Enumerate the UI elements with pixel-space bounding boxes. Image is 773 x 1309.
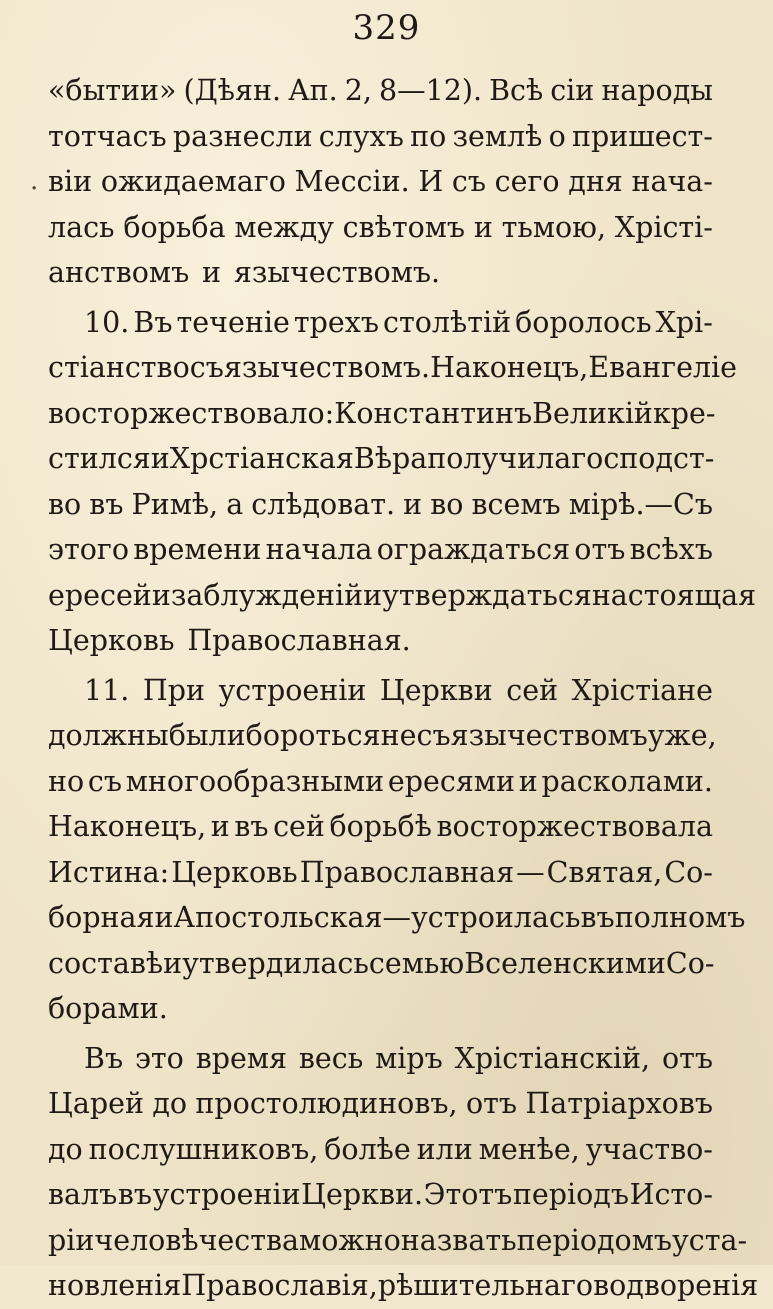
word: мірѣ.—Съ (568, 487, 713, 521)
word: получила (427, 442, 572, 475)
word: віи (48, 165, 93, 198)
word: Патріарховъ (525, 1087, 713, 1120)
text-line (48, 114, 713, 160)
word: по (410, 119, 447, 153)
word: Ап. (288, 74, 338, 107)
word: отъ (465, 1087, 517, 1120)
word: и (151, 578, 171, 612)
word: стіанство (48, 351, 190, 384)
word: во (48, 487, 82, 521)
text-line (48, 1172, 713, 1218)
word: Православія, (181, 1269, 378, 1302)
word: устроеніи (218, 673, 367, 707)
text-line (48, 941, 713, 987)
word: составѣ (48, 946, 164, 980)
word: борами. (48, 992, 168, 1025)
word: Въ (133, 305, 173, 339)
text-line (48, 986, 713, 1032)
word: періодомъ (516, 1223, 672, 1257)
word: Церковь (171, 855, 298, 889)
text-line (48, 436, 713, 482)
word: бороться (245, 719, 381, 752)
word: господст- (571, 442, 715, 475)
word: сей (506, 673, 559, 707)
word: и (150, 442, 170, 475)
word: новленія (48, 1269, 182, 1302)
text-line (48, 300, 713, 346)
word: стился (48, 442, 151, 475)
word: и (363, 578, 383, 612)
word: устроеніи (152, 1178, 301, 1211)
word: землѣ (452, 119, 543, 153)
word: борьба (123, 210, 226, 244)
word: утвердилась (182, 946, 369, 980)
word: весь (298, 1041, 364, 1075)
word: разнесли (172, 119, 313, 153)
text-line (48, 1081, 713, 1127)
word: язычествомъ. (223, 351, 431, 384)
word: Церкви. (301, 1178, 424, 1211)
word: уже, (647, 719, 717, 752)
word: времени (133, 533, 262, 566)
word: это (134, 1041, 184, 1075)
word: Православная. (187, 624, 411, 657)
word: Хрістіанскій, (454, 1041, 651, 1075)
word: въ (234, 810, 269, 843)
word: и (403, 487, 423, 521)
word: нача- (631, 165, 713, 198)
text-line (48, 250, 713, 296)
text-line (48, 1218, 748, 1264)
word: можно (299, 1223, 401, 1257)
word: въ (89, 487, 124, 521)
word: рѣшительнаго (377, 1269, 594, 1302)
word: борная (48, 901, 155, 934)
word: и (210, 810, 230, 843)
word: въ (580, 901, 615, 934)
word: Истина: (48, 855, 170, 889)
word: Со- (664, 855, 713, 889)
text-line (48, 205, 713, 251)
word: Исто- (629, 1178, 713, 1211)
word: этого (48, 533, 129, 566)
word: отъ (574, 533, 626, 566)
word: во (430, 487, 464, 521)
text-line (48, 668, 713, 714)
word: ересей (48, 578, 152, 612)
word: теченіе (176, 305, 290, 339)
word: многообразными (125, 764, 385, 798)
word: менѣе, (478, 1132, 580, 1166)
word: трехъ (293, 305, 379, 339)
page-number: 329 (352, 8, 421, 48)
word: начала (265, 533, 373, 566)
word: Мессіи. (294, 165, 410, 198)
word: лась (48, 210, 115, 244)
word: Со- (665, 946, 715, 980)
word: Въ (84, 1041, 124, 1075)
word: свѣтомъ (342, 210, 466, 244)
margin-mark: . (30, 166, 39, 196)
word: сей (273, 810, 325, 843)
word: слѣдоват. (251, 487, 396, 521)
word: ріи (48, 1223, 95, 1257)
word: Вселенскими (464, 946, 666, 980)
word: анствомъ (48, 256, 190, 289)
word: были (168, 719, 246, 752)
word: отъ (661, 1041, 713, 1075)
word: 2, (344, 74, 372, 107)
word: валъ (48, 1178, 118, 1211)
text-line (48, 618, 713, 664)
text-line (48, 482, 713, 528)
body-text (48, 68, 759, 1309)
word: Царей (48, 1087, 144, 1120)
text-line (48, 1263, 759, 1309)
word: и (154, 901, 174, 934)
text-line (48, 391, 716, 437)
word: Евангеліе (588, 351, 738, 384)
word: и (202, 256, 222, 289)
word: но (48, 764, 85, 798)
word: Святая, (546, 855, 663, 889)
word: или (416, 1132, 473, 1166)
word: о (548, 119, 566, 153)
word: уста- (672, 1223, 748, 1257)
word: послушниковъ, (88, 1132, 319, 1166)
text-line (48, 1036, 713, 1082)
word: а (226, 487, 244, 521)
word: 11. (84, 673, 130, 707)
word: При (142, 673, 205, 707)
word: тотчасъ (48, 119, 167, 153)
word: съ (87, 764, 123, 798)
word: настоящая (591, 578, 757, 612)
word: въ (117, 1178, 153, 1211)
word: Вѣра (353, 442, 428, 475)
word: Константинъ (334, 396, 533, 430)
word: народы (601, 74, 713, 107)
word: Хрістіане (571, 673, 713, 707)
text-line (48, 573, 757, 619)
text-line (48, 895, 746, 941)
word: ересями (387, 764, 515, 798)
word: полномъ (614, 901, 746, 934)
word: назвать (400, 1223, 517, 1257)
word: ограждаться (376, 533, 571, 566)
word: Великій (532, 396, 653, 430)
text-line (48, 159, 713, 205)
word: должны (48, 719, 169, 752)
word: Этотъ (423, 1178, 513, 1211)
word: язычествомъ. (233, 256, 441, 289)
word: Наконецъ, (48, 810, 207, 843)
word: пришест- (571, 119, 713, 153)
word: — (516, 855, 545, 889)
word: болѣе (324, 1132, 411, 1166)
word: столѣтій (383, 305, 512, 339)
word: (Дѣян. (183, 74, 282, 107)
word: Хрстіанская (169, 442, 354, 475)
word: и (518, 764, 538, 798)
word: и (473, 210, 493, 244)
word: періодъ (512, 1178, 629, 1211)
word: Православная (299, 855, 515, 889)
word: Апостольская—устроилась (173, 901, 581, 934)
word: семью (368, 946, 465, 980)
word: Хрісті- (614, 210, 713, 244)
word: восторжествовало: (48, 396, 335, 430)
word: слухъ (318, 119, 404, 153)
word: и (163, 946, 183, 980)
word: восторжествовала (436, 810, 713, 843)
word: язычествомъ (450, 719, 648, 752)
word: сіи (550, 74, 595, 107)
word: утверждаться (382, 578, 592, 612)
word: съ (189, 351, 224, 384)
text-line (48, 850, 713, 896)
word: простолюдиновъ, (195, 1087, 458, 1120)
word: 10. (84, 305, 130, 339)
word: Хрі- (655, 305, 713, 339)
word: тьмою, (501, 210, 607, 244)
word: съ (451, 165, 486, 198)
word: 8—12). (378, 74, 483, 107)
word: боролось (515, 305, 652, 339)
word: всемъ (471, 487, 561, 521)
text-line (48, 68, 713, 114)
word: Церкви (379, 673, 493, 707)
word: заблужденій (170, 578, 364, 612)
text-line (48, 713, 717, 759)
word: до (152, 1087, 188, 1120)
word: между (234, 210, 334, 244)
word: участво- (585, 1132, 713, 1166)
word: водворенія (593, 1269, 759, 1302)
word: Римѣ, (131, 487, 219, 521)
word: съ (416, 719, 451, 752)
word: сего (494, 165, 560, 198)
word: всѣхъ (629, 533, 713, 566)
text-line (48, 345, 738, 391)
word: дня (568, 165, 623, 198)
text-line (48, 759, 713, 805)
text-line (48, 527, 713, 573)
word: «бытии» (48, 74, 177, 107)
text-line (48, 1127, 713, 1173)
word: Наконецъ, (430, 351, 589, 384)
word: міръ (375, 1041, 443, 1075)
word: не (380, 719, 417, 752)
word: кре- (652, 396, 716, 430)
word: ожидаемаго (100, 165, 286, 198)
word: И (418, 165, 444, 198)
word: человѣчества (94, 1223, 300, 1257)
word: Всѣ (489, 74, 544, 107)
text-line (48, 804, 713, 850)
word: Церковь (48, 624, 175, 657)
word: до (48, 1132, 83, 1166)
word: борьбѣ (329, 810, 432, 843)
word: время (195, 1041, 287, 1075)
word: расколами. (541, 764, 713, 798)
